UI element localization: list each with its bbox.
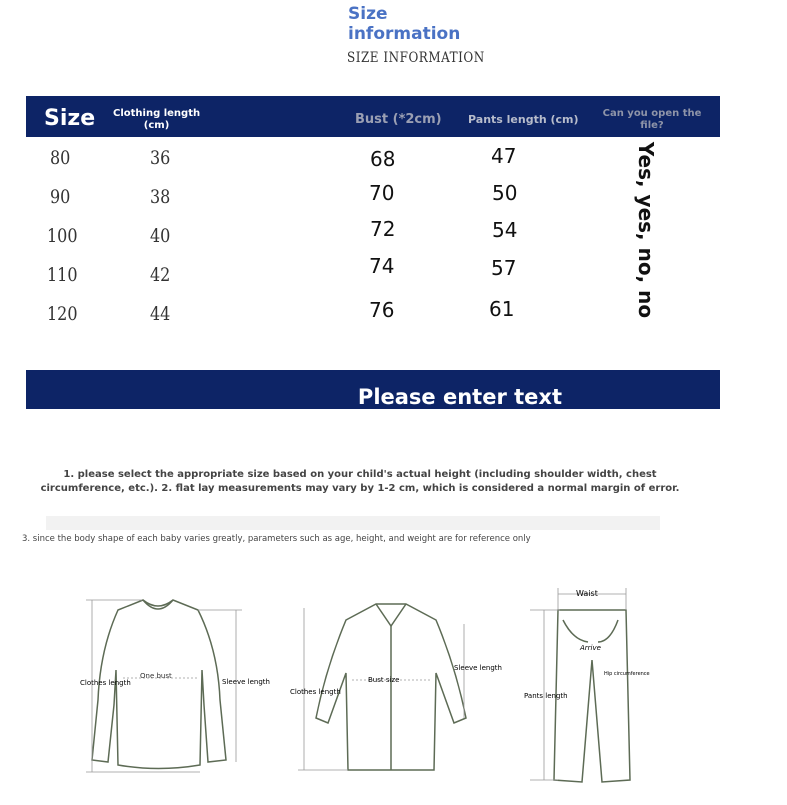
column-header-clothing-length-line1: Clothing length [113, 108, 201, 119]
cell-pants-length: 50 [492, 181, 518, 205]
cell-pants-length: 54 [492, 218, 518, 242]
cell-size: 90 [50, 185, 71, 208]
cell-clothing-length: 36 [150, 146, 171, 169]
cell-clothing-length: 42 [150, 263, 171, 286]
shirt-bust-label: Bust size [368, 676, 400, 684]
text-banner-label: Please enter text [357, 385, 562, 409]
column-header-can-open [600, 108, 704, 132]
page-title-line2: information [348, 24, 461, 44]
shirt-diagram [286, 598, 502, 778]
open-file-note: Yes, yes, no, no [634, 141, 658, 319]
page-title-line1: Size [348, 4, 388, 24]
sweater-bust-label: One bust [140, 672, 172, 680]
cell-pants-length: 47 [491, 144, 517, 168]
cell-bust: 68 [370, 147, 396, 171]
shirt-clothes-length-label: Clothes length [290, 688, 341, 696]
pants-arrive-label: Arrive [580, 644, 601, 652]
cell-bust: 74 [369, 254, 395, 278]
column-header-size: Size [44, 106, 96, 131]
cell-size: 120 [47, 302, 78, 325]
size-note-3: 3. since the body shape of each baby varies greatly, parameters such as age, height, and weight are for reference only [22, 534, 531, 544]
cell-size: 100 [47, 224, 78, 247]
shirt-sleeve-length-label: Sleeve length [454, 664, 502, 672]
cell-bust: 70 [369, 181, 395, 205]
column-header-can-open-line1: Can you open the [602, 108, 702, 119]
cell-pants-length: 57 [491, 256, 517, 280]
sweater-diagram [78, 590, 270, 780]
shirt-outline-icon [316, 604, 466, 770]
column-header-pants-length: Pants length (cm) [468, 113, 579, 126]
column-header-can-open-line2: file? [640, 120, 664, 131]
pants-length-label: Pants length [524, 692, 568, 700]
divider [46, 516, 660, 530]
sweater-clothes-length-label: Clothes length [80, 679, 131, 687]
page-subtitle: SIZE INFORMATION [347, 48, 485, 66]
pants-hip-label: Hip circumference [604, 671, 650, 677]
pants-diagram [518, 580, 648, 790]
pants-measure-lines [530, 588, 626, 780]
column-header-bust: Bust (*2cm) [355, 112, 442, 127]
cell-pants-length: 61 [489, 297, 515, 321]
cell-size: 110 [47, 263, 78, 286]
cell-bust: 76 [369, 298, 395, 322]
cell-size: 80 [50, 146, 71, 169]
cell-clothing-length: 38 [150, 185, 171, 208]
pants-waist-label: Waist [576, 589, 598, 598]
column-header-clothing-length [113, 108, 200, 132]
cell-clothing-length: 44 [150, 302, 171, 325]
cell-bust: 72 [370, 217, 396, 241]
cell-clothing-length: 40 [150, 224, 171, 247]
size-note-1: 1. please select the appropriate size based on your child's actual height (including shoulder width, chest circumference, etc.). 2. flat lay measurements may vary by 1-2 cm, which is considered a normal margin of error. [40, 469, 680, 494]
sweater-sleeve-length-label: Sleeve length [222, 678, 270, 686]
column-header-clothing-length-line2: (cm) [143, 120, 170, 131]
